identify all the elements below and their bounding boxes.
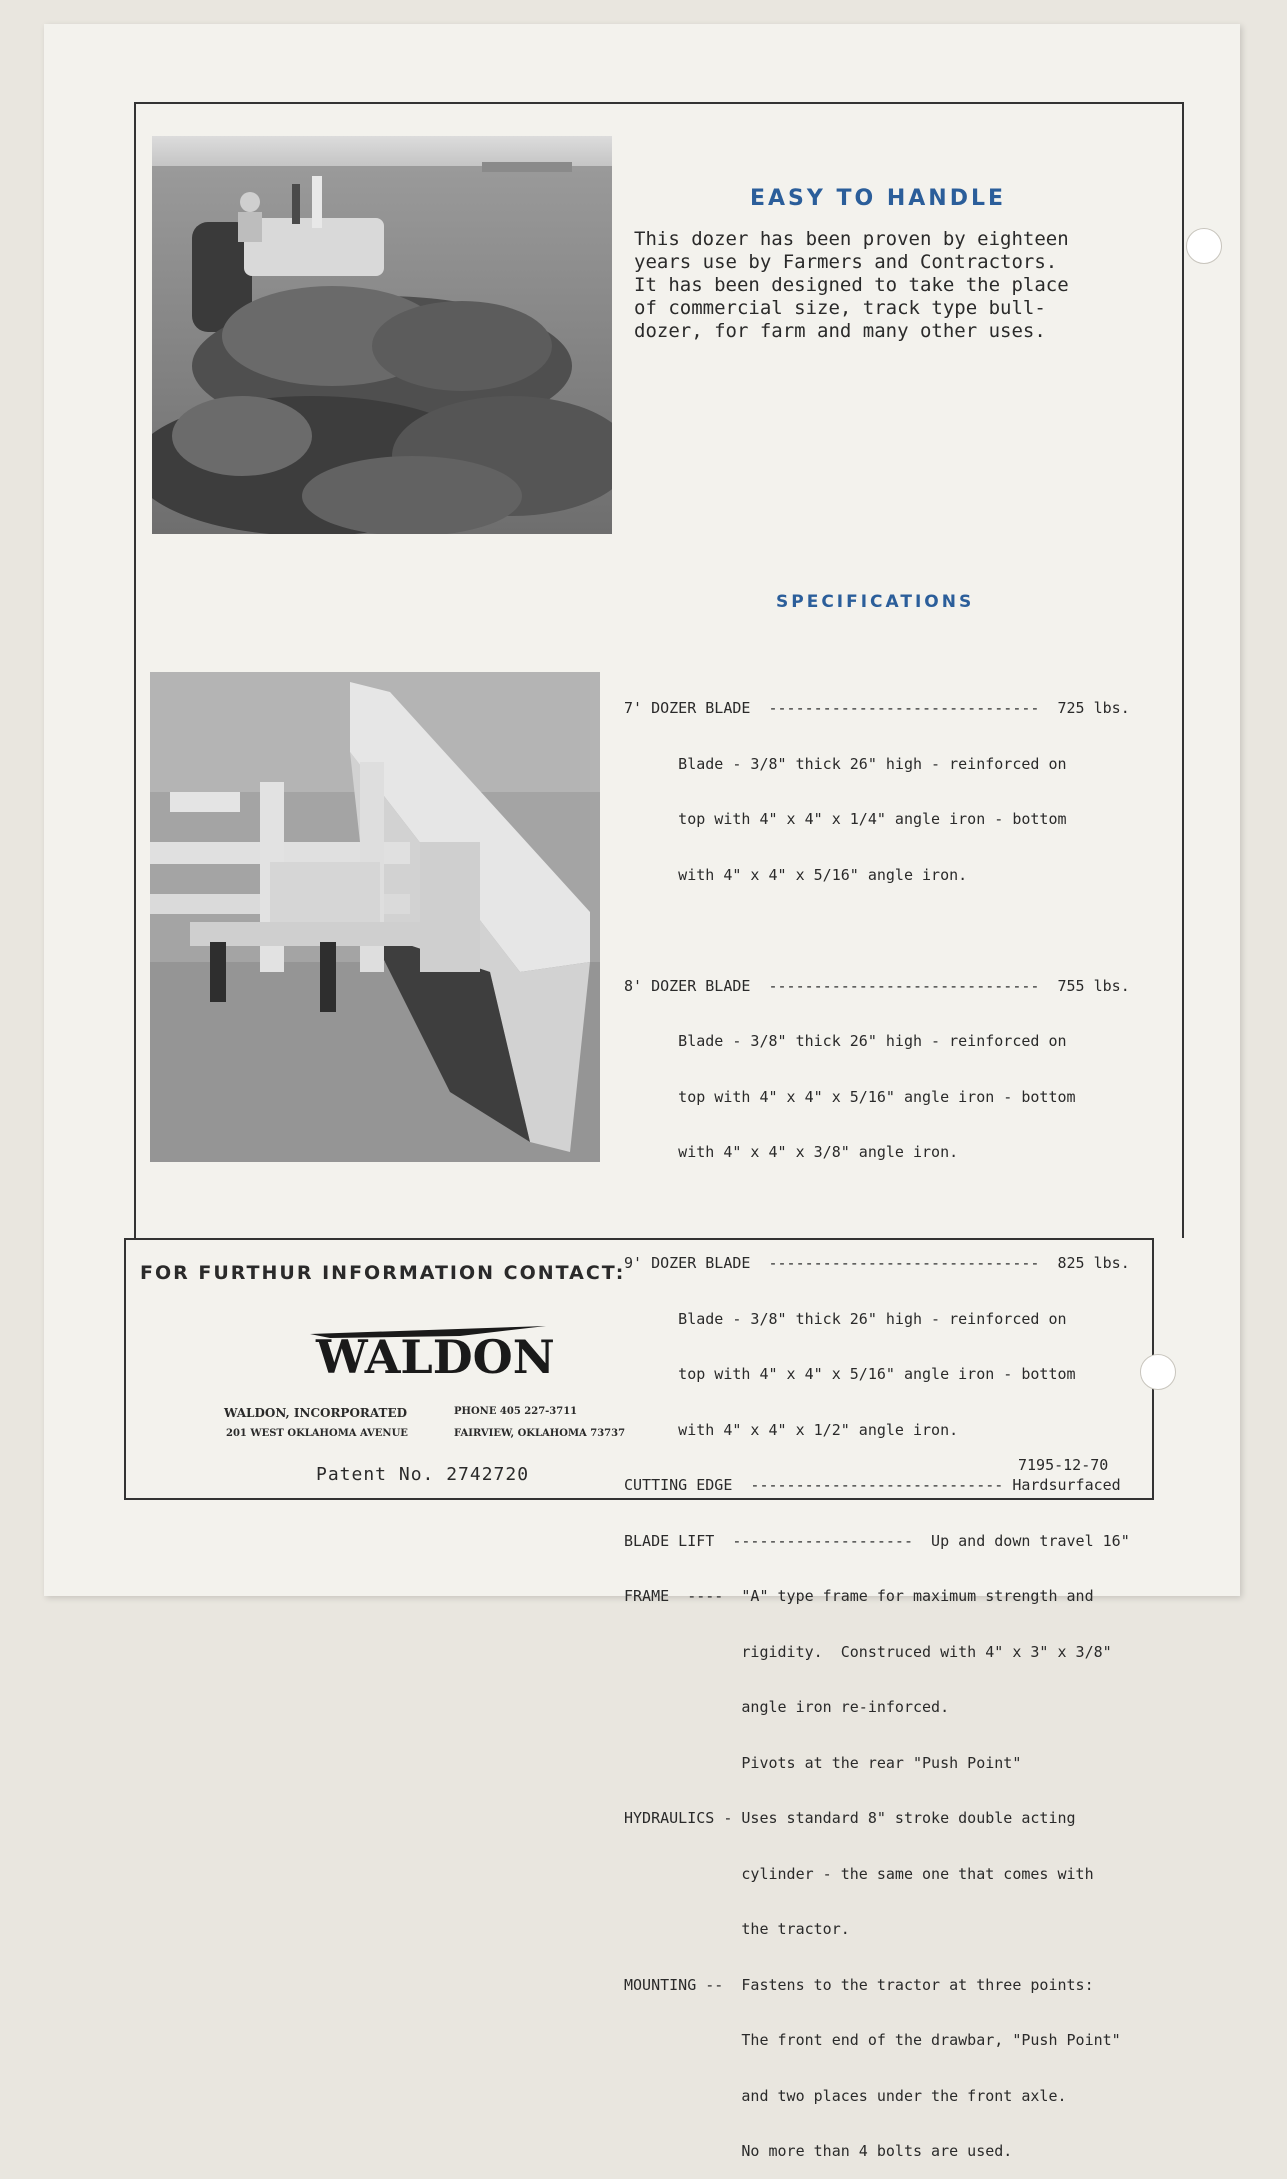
company-phone: PHONE 405 227-3711 <box>454 1406 578 1417</box>
waldon-logo <box>310 1326 555 1388</box>
spec-line: the tractor. <box>624 1920 850 1938</box>
binder-hole-top <box>1186 228 1222 264</box>
intro-paragraph <box>634 228 1084 343</box>
intro-line: years use by Farmers and Contractors. <box>634 251 1058 273</box>
spec-line: Blade - 3/8" thick 26" high - reinforced on <box>624 1309 1067 1328</box>
blade-photo-illustration <box>150 672 600 1162</box>
spec-line: cylinder - the same one that comes with <box>624 1864 1094 1883</box>
intro-line: of commercial size, track type bull- <box>634 297 1046 319</box>
specifications-heading: SPECIFICATIONS <box>776 592 975 612</box>
tractor-photo-illustration <box>152 136 612 534</box>
spec-list <box>624 662 1144 2179</box>
spec-line: top with 4" x 4" x 1/4" angle iron - bottom <box>624 810 1067 828</box>
company-name: WALDON, INCORPORATED <box>224 1406 408 1420</box>
spec-line: angle iron re-inforced. <box>624 1698 950 1716</box>
spec-line: with 4" x 4" x 5/16" angle iron. <box>624 865 968 884</box>
spec-line: top with 4" x 4" x 5/16" angle iron - bottom <box>624 1087 1076 1106</box>
patent-number: Patent No. 2742720 <box>316 1464 530 1485</box>
spec-line: rigidity. Construced with 4" x 3" x 3/8" <box>624 1642 1112 1661</box>
form-number: 7195-12-70 <box>1018 1456 1109 1474</box>
spec-line: 8' DOZER BLADE ------------------------------ 755 lbs. <box>624 976 1130 995</box>
easy-to-handle-heading: EASY TO HANDLE <box>750 186 1007 211</box>
spec-line: BLADE LIFT -------------------- Up and down travel 16" <box>624 1531 1130 1550</box>
company-city: FAIRVIEW, OKLAHOMA 73737 <box>454 1428 626 1439</box>
company-address: 201 WEST OKLAHOMA AVENUE <box>226 1428 408 1439</box>
spec-line: 7' DOZER BLADE ------------------------------ 725 lbs. <box>624 699 1130 717</box>
tractor-dozer-photo <box>152 136 612 534</box>
spec-line: Pivots at the rear "Push Point" <box>624 1753 1022 1772</box>
spec-line: HYDRAULICS - Uses standard 8" stroke double acting <box>624 1809 1076 1827</box>
intro-line: It has been designed to take the place <box>634 274 1069 296</box>
spec-line: Blade - 3/8" thick 26" high - reinforced on <box>624 754 1067 773</box>
dozer-blade-photo <box>150 672 600 1162</box>
intro-line: This dozer has been proven by eighteen <box>634 228 1069 250</box>
contact-heading: FOR FURTHUR INFORMATION CONTACT: <box>140 1262 626 1284</box>
spec-line: The front end of the drawbar, "Push Point" <box>624 2031 1121 2049</box>
spec-line: with 4" x 4" x 1/2" angle iron. <box>624 1420 959 1439</box>
binder-hole-bottom <box>1140 1354 1176 1390</box>
spec-line: MOUNTING -- Fastens to the tractor at three points: <box>624 1975 1094 1994</box>
spec-line <box>624 921 1144 940</box>
spec-line: and two places under the front axle. <box>624 2086 1067 2105</box>
spec-line: 9' DOZER BLADE ------------------------------ 825 lbs. <box>624 1254 1130 1272</box>
spec-line: with 4" x 4" x 3/8" angle iron. <box>624 1143 959 1161</box>
spec-line: Blade - 3/8" thick 26" high - reinforced on <box>624 1032 1067 1050</box>
spec-line: No more than 4 bolts are used. <box>624 2142 1013 2160</box>
spec-line: FRAME ---- "A" type frame for maximum strength and <box>624 1587 1094 1605</box>
logo-wordmark: WALDON <box>316 1330 555 1384</box>
spec-line <box>624 1199 1144 1218</box>
intro-line: dozer, for farm and many other uses. <box>634 320 1046 342</box>
spec-line: CUTTING EDGE ---------------------------- Hardsurfaced <box>624 1476 1121 1494</box>
spec-line: top with 4" x 4" x 5/16" angle iron - bottom <box>624 1365 1076 1383</box>
